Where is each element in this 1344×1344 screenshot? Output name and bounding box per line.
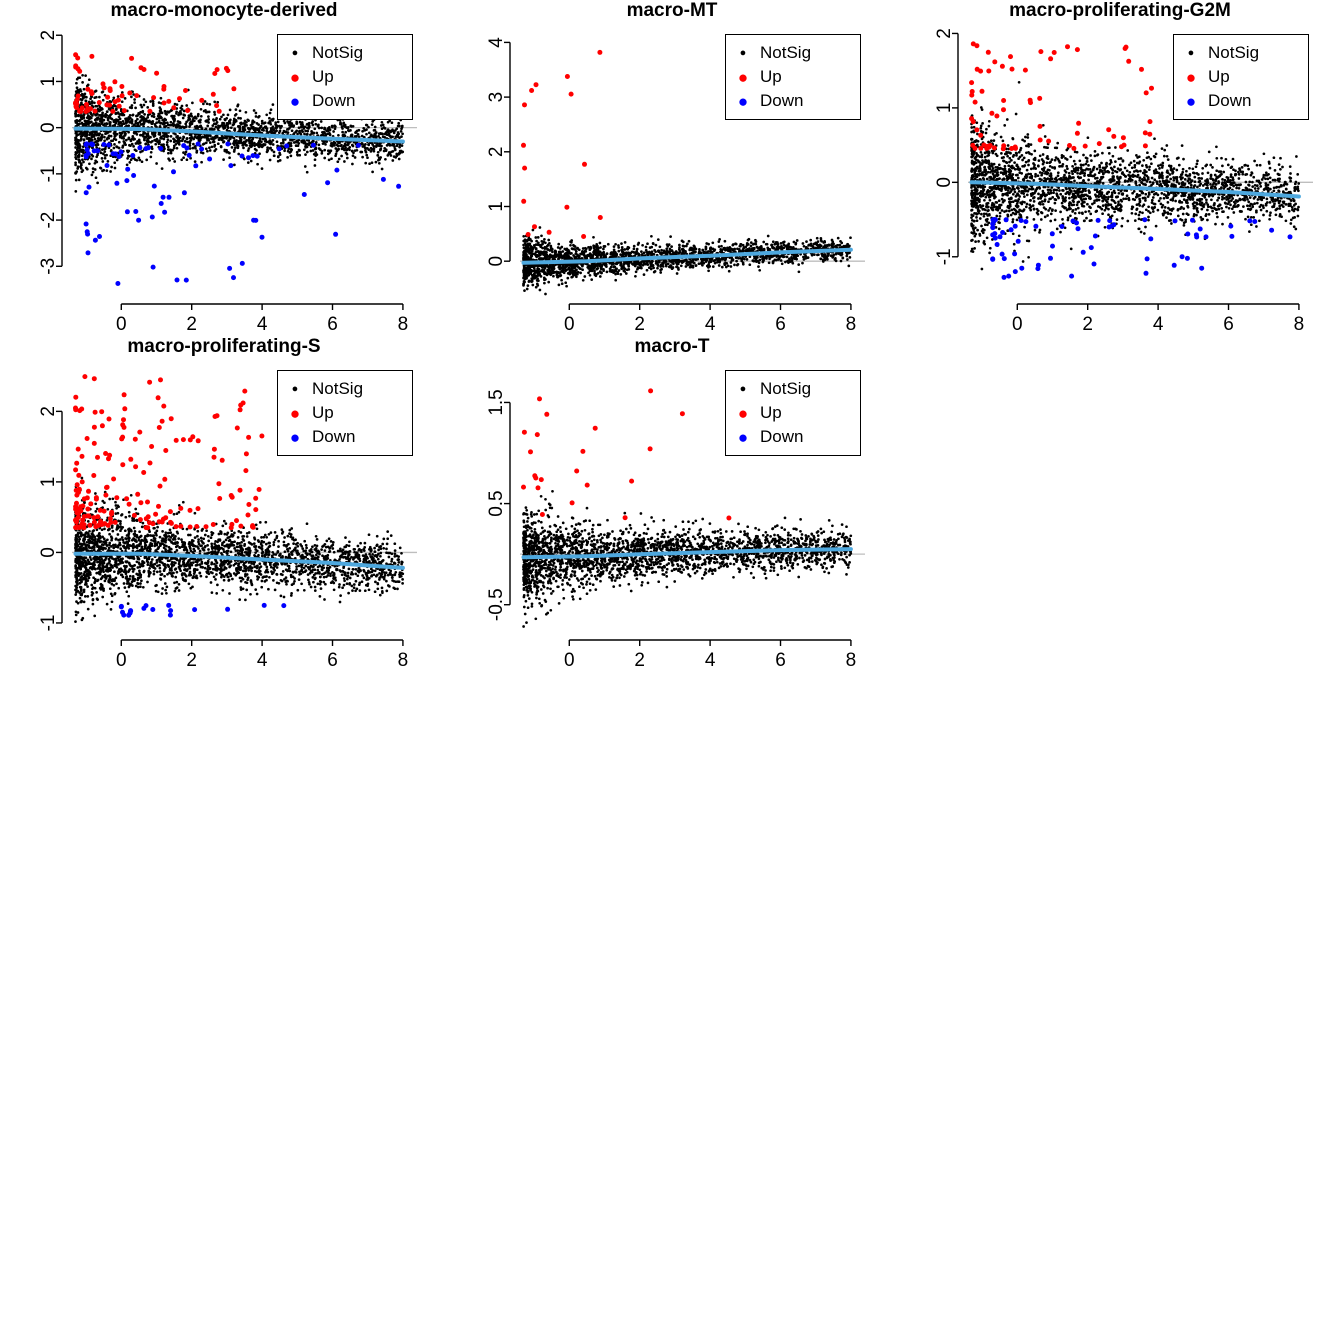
series-down [119, 603, 286, 618]
y-tick-label: 0.5 [486, 490, 507, 517]
series-up [969, 41, 1154, 151]
x-tick-label: 6 [327, 650, 338, 671]
chart-panel [448, 336, 896, 672]
legend-item [734, 41, 850, 65]
panel-title: macro-proliferating-S [127, 336, 321, 357]
panel-title: macro-proliferating-G2M [1009, 0, 1231, 21]
legend-dot-icon: ● [739, 46, 747, 59]
legend-label: Up [760, 403, 782, 422]
x-tick-label: 0 [563, 314, 575, 335]
y-tick-label: 0 [38, 547, 59, 558]
panel-title: macro-T [634, 336, 710, 357]
y-tick-label: 2 [38, 29, 59, 41]
legend-dot-icon: ● [289, 403, 301, 423]
legend-item [286, 401, 402, 425]
x-tick-label: 0 [115, 314, 127, 335]
legend-label: Up [1208, 67, 1230, 86]
legend-label: Down [312, 427, 356, 446]
x-tick-label: 4 [1152, 314, 1164, 335]
x-tick-label: 2 [186, 314, 197, 335]
y-tick-label: -2 [38, 211, 59, 229]
y-tick-label: 3 [486, 91, 507, 103]
legend-item [734, 377, 850, 401]
series-notsig [74, 477, 404, 623]
x-tick-label: 2 [186, 650, 197, 671]
legend-label: NotSig [760, 43, 812, 62]
series-up [73, 52, 236, 114]
x-tick-label: 0 [563, 650, 575, 671]
legend-item [734, 65, 850, 89]
legend-label: Up [312, 67, 334, 86]
y-tick-label: 2 [38, 406, 59, 417]
panel-title: macro-monocyte-derived [110, 0, 338, 21]
x-tick-label: 8 [1293, 314, 1305, 335]
y-tick-label: 0 [486, 255, 507, 267]
x-tick-label: 6 [775, 650, 786, 671]
y-tick-label: -0.5 [486, 588, 507, 622]
y-tick-label: 2 [934, 28, 955, 39]
legend [277, 370, 413, 456]
x-tick-label: 6 [775, 314, 786, 335]
legend-dot-icon: ● [739, 382, 747, 395]
panel-title: macro-MT [626, 0, 718, 21]
legend [277, 34, 413, 120]
x-tick-label: 4 [704, 650, 716, 671]
x-tick-label: 8 [397, 314, 409, 335]
legend-dot-icon: ● [291, 382, 299, 395]
y-tick-label: 0 [38, 122, 60, 133]
legend-item [286, 89, 402, 113]
legend-dot-icon: ● [737, 67, 749, 87]
legend-item [1182, 89, 1298, 113]
legend-item [286, 41, 402, 65]
legend-dot-icon: ● [289, 427, 301, 447]
legend-label: Down [1208, 91, 1252, 110]
legend-dot-icon: ● [1185, 67, 1197, 87]
x-tick-label: 2 [634, 650, 645, 671]
legend-label: NotSig [312, 379, 364, 398]
legend-dot-icon: ● [1185, 91, 1197, 111]
series-up [521, 50, 603, 239]
series-up [521, 388, 731, 520]
y-tick-label: -1 [38, 614, 59, 632]
legend-item [286, 65, 402, 89]
legend-label: NotSig [760, 379, 812, 398]
x-tick-label: 2 [634, 314, 645, 335]
x-tick-label: 0 [115, 650, 127, 671]
x-tick-label: 4 [704, 314, 716, 335]
legend-dot-icon: ● [737, 403, 749, 423]
legend-label: NotSig [1208, 43, 1260, 62]
legend-item [286, 425, 402, 449]
chart-panel [0, 336, 448, 672]
legend-label: Up [312, 403, 334, 422]
x-tick-label: 0 [1011, 314, 1023, 335]
legend-item [734, 401, 850, 425]
y-tick-label: 1 [38, 76, 59, 87]
x-tick-label: 8 [397, 650, 409, 671]
legend-dot-icon: ● [1187, 46, 1195, 59]
legend-label: NotSig [312, 43, 364, 62]
x-tick-label: 4 [256, 314, 268, 335]
legend-item [734, 425, 850, 449]
y-tick-label: 1 [934, 102, 955, 114]
legend-dot-icon: ● [289, 67, 301, 87]
chart-panel [0, 0, 448, 336]
legend-label: Down [760, 91, 804, 110]
legend-item [1182, 65, 1298, 89]
y-tick-label: 0 [934, 177, 955, 188]
x-tick-label: 4 [256, 650, 268, 671]
x-tick-label: 6 [1223, 314, 1234, 335]
y-tick-label: -1 [38, 165, 59, 183]
x-tick-label: 6 [327, 314, 338, 335]
legend-dot-icon: ● [737, 91, 749, 111]
x-tick-label: 2 [1082, 314, 1093, 335]
x-tick-label: 8 [845, 650, 857, 671]
chart-panel [896, 0, 1344, 336]
y-tick-label: -3 [38, 257, 59, 275]
legend-label: Down [760, 427, 804, 446]
legend-item [1182, 41, 1298, 65]
legend [725, 370, 861, 456]
series-notsig [522, 490, 852, 628]
y-tick-label: -1 [934, 248, 955, 266]
legend [1173, 34, 1309, 120]
y-tick-label: 1 [486, 201, 507, 212]
legend-dot-icon: ● [737, 427, 749, 447]
series-down [84, 141, 402, 286]
y-tick-label: 1 [38, 476, 59, 488]
y-tick-label: 2 [486, 146, 507, 158]
legend-item [286, 377, 402, 401]
y-tick-label: 1.5 [486, 389, 507, 416]
legend-dot-icon: ● [291, 46, 299, 59]
legend-label: Down [312, 91, 356, 110]
chart-panel [448, 0, 896, 336]
legend [725, 34, 861, 120]
y-tick-label: 4 [486, 37, 507, 48]
legend-dot-icon: ● [289, 91, 301, 111]
series-down [990, 217, 1292, 280]
legend-label: Up [760, 67, 782, 86]
x-tick-label: 8 [845, 314, 857, 335]
legend-item [734, 89, 850, 113]
